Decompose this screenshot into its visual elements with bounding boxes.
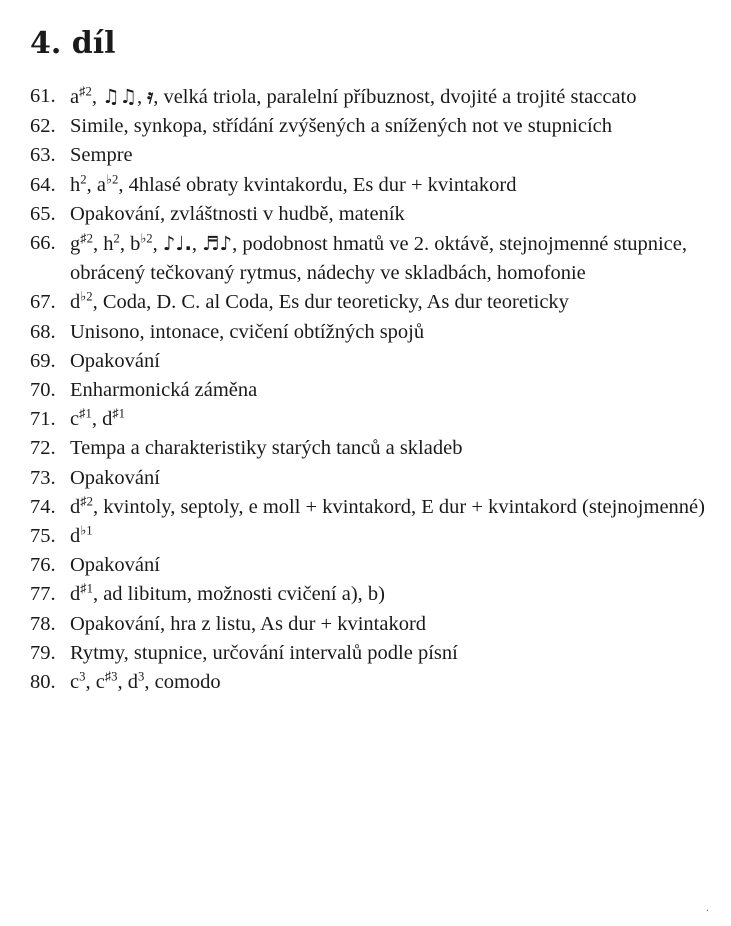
text-run: c bbox=[70, 671, 80, 694]
text-run: Sempre bbox=[70, 144, 133, 167]
text-run: Opakování, zvláštnosti v hudbě, mateník bbox=[70, 202, 405, 225]
text-run: Enharmonická záměna bbox=[70, 379, 258, 402]
text-run: , h bbox=[92, 233, 114, 256]
item-number: 77. bbox=[30, 583, 56, 606]
item-text bbox=[70, 82, 710, 112]
list-item bbox=[30, 376, 710, 405]
item-text bbox=[70, 141, 710, 170]
superscript: ♭2 bbox=[80, 289, 93, 304]
item-number: 67. bbox=[30, 291, 56, 314]
text-run: , b bbox=[119, 233, 141, 256]
text-run: Opakování bbox=[70, 466, 160, 489]
item-text bbox=[70, 464, 710, 493]
item-number: 76. bbox=[30, 554, 56, 577]
list-item bbox=[30, 493, 710, 522]
page-mark: . bbox=[705, 903, 709, 914]
list-item bbox=[30, 347, 710, 376]
text-run: c bbox=[70, 408, 80, 431]
music-note-icon: ♫♫ bbox=[102, 85, 137, 108]
text-run: Opakování bbox=[70, 554, 160, 577]
item-text bbox=[70, 112, 710, 141]
item-text bbox=[70, 200, 710, 229]
music-note-icon: 𝄿 bbox=[147, 85, 154, 108]
item-text bbox=[70, 405, 710, 434]
superscript: 2 bbox=[113, 231, 120, 246]
text-run: Rytmy, stupnice, určování intervalů podle písní bbox=[70, 641, 458, 664]
text-run: d bbox=[70, 525, 81, 548]
text-run: d bbox=[70, 495, 81, 518]
list-item bbox=[30, 112, 710, 141]
item-number: 73. bbox=[30, 466, 56, 489]
item-text bbox=[70, 580, 710, 609]
text-run: h bbox=[70, 173, 81, 196]
text-run: , ad libitum, možnosti cvičení a), b) bbox=[92, 583, 386, 606]
item-number: 75. bbox=[30, 525, 56, 548]
item-number: 66. bbox=[30, 232, 56, 255]
list-item bbox=[30, 639, 710, 668]
text-run: , bbox=[136, 86, 148, 108]
superscript: ♯1 bbox=[112, 406, 126, 421]
superscript: ♭2 bbox=[105, 171, 119, 186]
item-number: 65. bbox=[30, 202, 56, 225]
text-run: g bbox=[70, 233, 81, 256]
text-run: a bbox=[70, 86, 80, 108]
text-run: d bbox=[70, 583, 81, 606]
superscript: 3 bbox=[79, 669, 86, 684]
superscript: 3 bbox=[138, 669, 145, 684]
text-run: , d bbox=[117, 671, 139, 694]
list-item bbox=[30, 141, 710, 170]
text-run: , velká triola, paralelní příbuznost, dvojité a trojité staccato bbox=[153, 86, 637, 108]
item-text bbox=[70, 347, 710, 376]
list-item bbox=[30, 288, 710, 317]
text-run: , d bbox=[91, 408, 113, 431]
text-run: Simile, synkopa, střídání zvýšených a snížených not ve stupnicích bbox=[70, 115, 612, 138]
superscript: ♭1 bbox=[80, 523, 93, 538]
list-item bbox=[30, 405, 710, 434]
list-item bbox=[30, 522, 710, 551]
item-number: 70. bbox=[30, 379, 56, 402]
superscript: ♯2 bbox=[80, 231, 93, 246]
list-item bbox=[30, 200, 710, 229]
music-note-icon: ♪♩. bbox=[162, 232, 192, 256]
item-text bbox=[70, 434, 710, 463]
list-item bbox=[30, 318, 710, 347]
text-run: , bbox=[91, 86, 103, 108]
item-text bbox=[70, 288, 710, 317]
text-run: , a bbox=[86, 173, 106, 196]
list-item bbox=[30, 580, 710, 609]
item-number: 64. bbox=[30, 173, 56, 196]
list-item bbox=[30, 668, 710, 697]
superscript: ♯2 bbox=[80, 494, 93, 509]
item-text bbox=[70, 493, 710, 522]
text-run: , comodo bbox=[144, 671, 221, 694]
music-note-icon: ♬♪ bbox=[202, 232, 233, 256]
text-run: , c bbox=[85, 671, 105, 694]
list-item bbox=[30, 82, 710, 112]
text-run: Unisono, intonace, cvičení obtížných spojů bbox=[70, 320, 425, 343]
text-run: , Coda, D. C. al Coda, Es dur teoreticky, As dur teoreticky bbox=[92, 291, 569, 314]
item-text bbox=[70, 229, 710, 288]
item-number: 74. bbox=[30, 495, 56, 518]
text-run: d bbox=[70, 291, 81, 314]
text-run: Opakování bbox=[70, 349, 160, 372]
item-number: 69. bbox=[30, 349, 56, 372]
text-run: , 4hlasé obraty kvintakordu, Es dur + kvintakord bbox=[118, 173, 517, 196]
item-text bbox=[70, 551, 710, 580]
item-text bbox=[70, 522, 710, 551]
topic-list bbox=[30, 82, 710, 697]
item-number: 78. bbox=[30, 612, 56, 635]
item-text bbox=[70, 610, 710, 639]
item-text bbox=[70, 376, 710, 405]
item-number: 80. bbox=[30, 671, 56, 694]
item-number: 68. bbox=[30, 320, 56, 343]
superscript: ♯1 bbox=[80, 581, 93, 596]
item-number: 72. bbox=[30, 437, 56, 460]
item-text bbox=[70, 171, 710, 200]
text-run: , kvintoly, septoly, e moll + kvintakord, E dur + kvintakord (stejnojmenné) bbox=[92, 495, 705, 518]
superscript: ♯2 bbox=[79, 84, 92, 99]
text-run: Opakování, hra z listu, As dur + kvintakord bbox=[70, 612, 427, 635]
superscript: ♭2 bbox=[140, 231, 153, 246]
item-text bbox=[70, 318, 710, 347]
list-item bbox=[30, 171, 710, 200]
section-heading: 4. díl bbox=[30, 26, 116, 61]
item-number: 62. bbox=[30, 115, 56, 138]
list-item bbox=[30, 229, 710, 288]
superscript: 2 bbox=[80, 171, 87, 186]
item-number: 63. bbox=[30, 144, 56, 167]
list-item bbox=[30, 610, 710, 639]
list-item bbox=[30, 551, 710, 580]
text-run: , bbox=[152, 233, 163, 256]
list-item bbox=[30, 434, 710, 463]
item-number: 61. bbox=[30, 85, 56, 107]
text-run: , bbox=[191, 233, 203, 256]
text-run: , podobnost hmatů ve 2. oktávě, stejnojmenné stupnice, obrácený tečkovaný rytmus, nádechy ve skladbách, homofonie bbox=[70, 233, 687, 285]
superscript: ♯1 bbox=[79, 406, 92, 421]
text-run: Tempa a charakteristiky starých tanců a skladeb bbox=[70, 437, 463, 460]
item-number: 71. bbox=[30, 408, 56, 431]
item-number: 79. bbox=[30, 641, 56, 664]
superscript: ♯3 bbox=[104, 669, 118, 684]
item-text bbox=[70, 668, 710, 697]
item-text bbox=[70, 639, 710, 668]
list-item bbox=[30, 464, 710, 493]
